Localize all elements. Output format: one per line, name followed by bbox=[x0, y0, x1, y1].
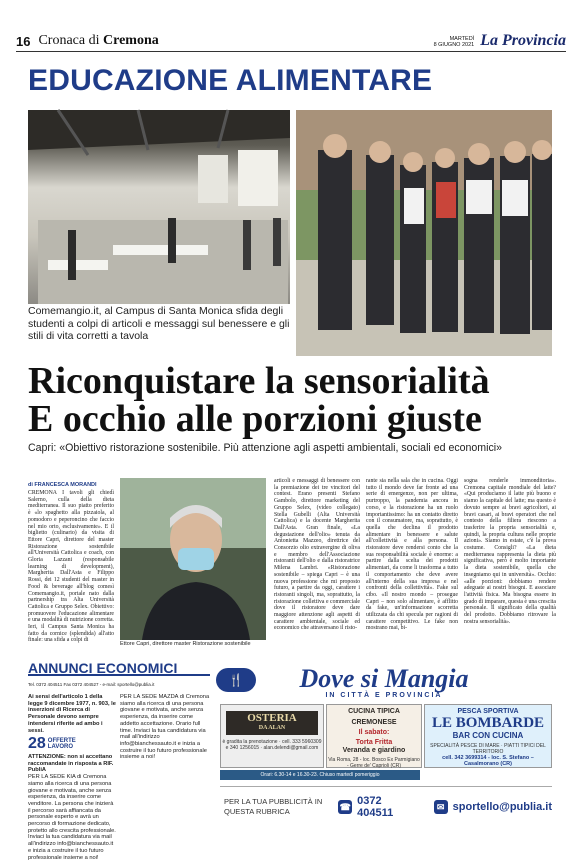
photo-caption: Comemangio.it, al Campus di Santa Monica sfida degli studenti a colpi di articoli e messaggi sul benessere e gli stili di vita corretti a tavola bbox=[28, 305, 290, 342]
article-column-3: rante sia nella sala che in cucina. Oggi tutto il mondo deve far fronte ad una serie di emergenze, non per ultima, purtroppo, la pandemia ancora in corso, e la ristorazione ha un ruolo importantissimo: ha un contatto diretto con il consumatore, ma, soprattutto, è quella che declina il prodotto alimentare in benessere e salute all'collettività e alla persona. Il ristoratore deve rendersi conto che la sua responsabilità sociale è enorme: a partire dalla scelta dei prodotti alimentari, da come li trasforma a tutto il comportamento che deve avere all'interno della sua impresa e nel confronti della collettività». Fake sul cibo. «Il nostro mondo – prosegue Capri – non solo alimentare, è afflitto da fake, un'informazione scorretta utilizzata da chi specula per ragioni di carattere competitivo. Le fake non mostrano mai, bi- bbox=[366, 478, 458, 632]
ad-hours-strip: Orari: 6.30-14 e 16.30-23. Chiuso martedì pomeriggio bbox=[220, 770, 420, 780]
annunci-column-2 bbox=[120, 694, 210, 834]
osteria-logo: OSTERIA DA ALAN bbox=[226, 711, 318, 735]
promo-phone[interactable]: ☎ 0372 404511 bbox=[339, 794, 394, 819]
section-kicker: EDUCAZIONE ALIMENTARE bbox=[28, 64, 433, 97]
mail-icon: ✉ bbox=[434, 800, 448, 814]
ad-title: Dove si Mangia bbox=[299, 664, 469, 693]
article-column-2: articoli e messaggi di benessere con la premiazione dei tre vincitori del contest. Erano presenti Stefano Gambolo, direttore marketing del Gruppo Selex, (video collegato) Stella Gubelli (Alta Università Cattolica) e la docente Margherita Dall'Asta. Gran finale, «La degustazione dell'olio» tenuta da Antonietta Mazzeo, direttrice del Consorzio olio extravergine di oliva e membro dell'Associazione ristoranti dell'olio e dalla ristoratrice Milena Lambri. «Ristorazione sostenibile – spiega Capri – è una nuova professione che mi proposto futuro, a partire da oggi, carattere i ristoranti singoli, ma, soprattutto, la ristorazione collettiva e commerciale dove il ristoratore deve dare maggiore attenzione agli aspetti di carattere ambientale, sociale ed economico che attraversano il risto- bbox=[274, 478, 360, 632]
cutlery-icon: 🍴 bbox=[216, 668, 256, 692]
annunci-contacts: Tel. 0372 404511 Fax 0372 404527 - e-mail: sportello@publia.it bbox=[28, 682, 155, 687]
article-subtitle: Capri: «Obiettivo ristorazione sostenibile. Più attenzione agli aspetti ambientali, sociali ed economici» bbox=[28, 442, 503, 454]
annuncio-kia: PER LA SEDE KIA di Cremona siamo alla ricerca di una persona giovane e motivata, anche senza esperienza, da inserire come venditore. La persona che inizierà il percorso sarà affiancata da personale esperto e avrà un percorso di formazione dedicato, protetto allo crescita professionale. Inviaci la tua candidatura via mail all'indirizzo info@bianchessauto.it e inizia a costruire il tuo futuro professionale insieme a noi! bbox=[28, 774, 116, 861]
annunci-notice: Ai sensi dell'articolo 1 della legge 9 dicembre 1977, n. 903, le inserzioni di Ricerca di Personale devono sempre intendersi riferite ad ambo i sessi. bbox=[28, 694, 116, 734]
issue-date: MARTEDÌ 8 GIUGNO 2021 bbox=[433, 36, 475, 48]
offerte-lavoro-badge: 28 OFFERTE LAVORO bbox=[28, 735, 76, 752]
promo-email[interactable]: ✉ sportello@publia.it bbox=[434, 800, 552, 814]
article-headline: Riconquistare la sensorialità E occhio alle porzioni giuste bbox=[28, 360, 490, 440]
byline: di FRANCESCA MORANDI bbox=[28, 482, 97, 488]
newspaper-brand: La Provincia bbox=[480, 32, 566, 49]
offerte-number: 28 bbox=[28, 735, 46, 752]
annunci-column-1: ATTENZIONE: non si accettano raccomandate in risposta a RIF. PubliA PER LA SEDE KIA di Cremona siamo alla ricerca di una persona giovane e motivata, anche senza esperienza, da inserire come venditore. La persona che inizierà il percorso sarà affiancata da personale esperto e avrà un percorso di formazione dedicato, protetto allo crescita professionale. Inviaci la tua candidatura via mail all'indirizzo info@bianchessauto.it e inizia a costruire il tuo futuro professionale insieme a noi! bbox=[28, 754, 116, 861]
article-column-1: CREMONA I tavoli gli chiedì Salerno, culla della dieta mediterranea. Il suo piatto preferito è «lo spaghetto alla pizzaiola, al pomodoro e peperoncino che faccio nel mio orto, esclusivamente». E il biglietto (culinario) da visita di Ettore Capri, direttore del master Ristorazione sostenibile all'Università Cattolica e coach, con Gloria Lazzani (responsabile learning di development), Margherita Dall'Asta e Filippo Rossi, dei 12 studenti del master in Food & beverage all'blog comesì Comemangio.it, portale nato dalla partnership tra Alta Università Cattolica e Gruppo Selex. Obiettivo: promuovere l'educazione alimentare e una modalità di nutrizione corretta. Ieri, il Campus Santa Monica ha fatto da cornice (splendida) all'atto finale: una sfida a colpi di bbox=[28, 490, 114, 644]
page-header bbox=[16, 32, 566, 52]
photo-students-group bbox=[296, 110, 552, 356]
article-column-4: sogna renderle immonditoria». Cremona capitale mondiale del latte? «Qui produciamo il latte più buono e siamo la capitale del latte; ma questo è dovuto sempre ai bravi agricoltori, ai bravi casari, ai bravi operatori che nel contesto della filiera riescono a trasferire la propria sensorialità e, quindi, la propria cultura nelle proprie azioni». Siamo in estate, c'è la prova costume. Consigli? «La dieta mediterranea rappresenta la dieta più significativa, però è molto importante la dieta sostenibile, quella che insegniamo qui in università». Occhio: «alle porzioni: dobbiamo rendere adeguate ai nostri bisogni. E associare l'attività fisica. Ma bisogna essere in grado di imparare, questa è una crescita personale. Il significato della qualità del prodotto. Dobbiamo ritrovare la nostra sensorialità». bbox=[464, 478, 556, 625]
phone-icon: ☎ bbox=[339, 801, 351, 812]
photo-ettore-capri bbox=[120, 478, 266, 640]
ad-subtitle: IN CITTÀ E PROVINCIA bbox=[325, 692, 443, 699]
ad-osteria-da-alan: OSTERIA DA ALAN è gradita la prenotazione · cell. 333 5960309 e 340 1256015 · alan.delendi@gmail.com bbox=[220, 704, 324, 768]
ad-le-bombarde: PESCA SPORTIVA LE BOMBARDE BAR CON CUCINA SPECIALITÀ PESCE DI MARE · PIATTI TIPICI DEL TERRITORIO cell. 342 3699314 - loc. S. Stefano – Casalmorano (CR) bbox=[424, 704, 552, 768]
annuncio-mazda: PER LA SEDE MAZDA di Cremona siamo alla ricerca di una persona giovane e motivata, anche senza esperienza, da inserire come addetto accettazione. Orario full time. Inviaci la tua candidatura via mail all'indirizzo info@bianchessauto.it e inizia a costruire il tuo futuro professionale insieme a noi! bbox=[120, 694, 210, 761]
photo-caption-capri: Ettore Capri, direttore master Ristorazione sostenibile bbox=[120, 641, 251, 647]
section-title: Cronaca di Cremona bbox=[38, 33, 159, 48]
dove-si-mangia-ad bbox=[216, 664, 552, 840]
promo-message: PER LA TUA PUBBLICITÀ IN QUESTA RUBRICA bbox=[224, 796, 323, 816]
photo-campus-hall bbox=[28, 110, 290, 304]
annunci-header: ANNUNCI ECONOMICI bbox=[28, 660, 210, 676]
ad-promo-bar bbox=[220, 786, 552, 826]
ad-cucina-tipica: CUCINA TIPICA CREMONESE Il sabato: Torta Fritta Veranda e giardino Via Roma, 28 - loc. Bosco Ex Parmigiano - Gerre de' Caprioli (CR) bbox=[326, 704, 422, 768]
page-number: 16 bbox=[16, 34, 31, 49]
